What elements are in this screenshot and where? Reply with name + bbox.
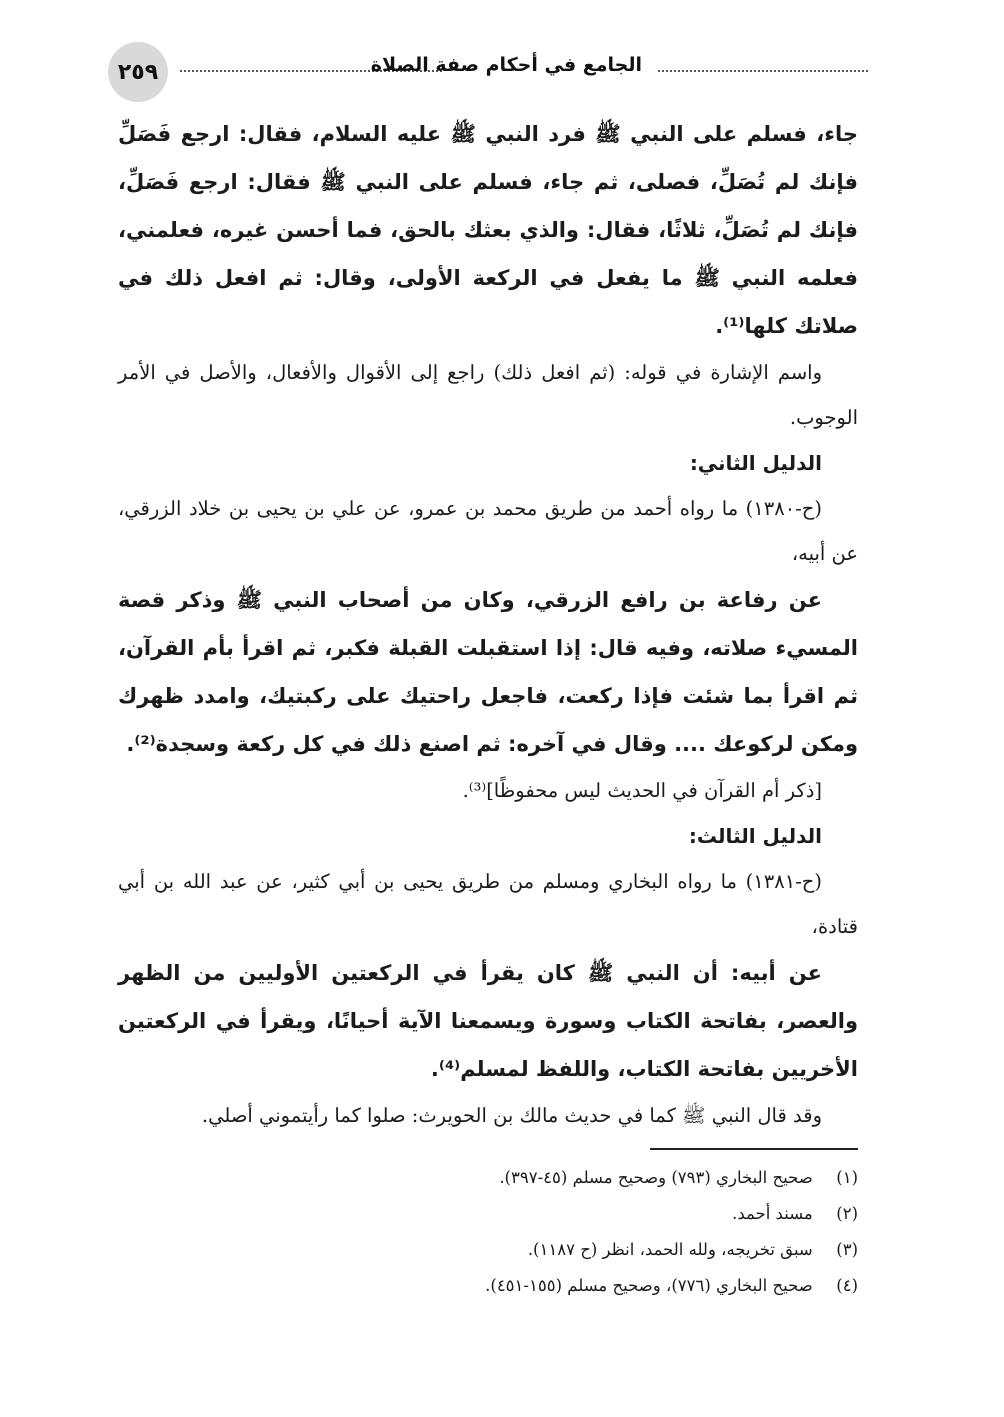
running-title: الجامع في أحكام صفة الصلاة bbox=[370, 54, 642, 76]
footnote-item bbox=[118, 1268, 858, 1304]
header-divider-right bbox=[658, 70, 868, 72]
section-heading-third-evidence: الدليل الثالث: bbox=[688, 824, 822, 848]
footnote-item bbox=[118, 1232, 858, 1268]
footnote-item bbox=[118, 1160, 858, 1196]
footnote-number: (٣) bbox=[836, 1240, 858, 1259]
footnote-item bbox=[118, 1196, 858, 1232]
isnad-paragraph-1380: (ح-١٣٨٠) ما رواه أحمد من طريق محمد بن عمرو، عن علي بن يحيى بن خلاد الزرقي، عن أبيه، bbox=[118, 497, 858, 565]
commentary-paragraph-2: [ذكر أم القرآن في الحديث ليس محفوظًا]⁽³⁾. bbox=[462, 779, 822, 802]
page-number: ٢٥٩ bbox=[108, 42, 168, 102]
commentary-paragraph-1: واسم الإشارة في قوله: (ثم افعل ذلك) راجع إلى الأقوال والأفعال، والأصل في الأمر الوجوب. bbox=[118, 361, 858, 429]
commentary-paragraph-3: وقد قال النبي ﷺ كما في حديث مالك بن الحويرث: صلوا كما رأيتموني أصلي. bbox=[201, 1104, 822, 1127]
isnad-paragraph-1381: (ح-١٣٨١) ما رواه البخاري ومسلم من طريق يحيى بن أبي كثير، عن عبد الله بن أبي قتادة، bbox=[118, 870, 858, 938]
footnote-number: (٤) bbox=[836, 1276, 858, 1295]
footnotes bbox=[118, 1160, 858, 1304]
hadith-text-2: عن رفاعة بن رافع الزرقي، وكان من أصحاب النبي ﷺ وذكر قصة المسيء صلاته، وفيه قال: إذا استقبلت القبلة فكبر، ثم اقرأ بأم القرآن، ثم اقرأ بما شئت فإذا ركعت، فاجعل راحتيك على ركبتيك، وامدد ظهرك ومكن لركوعك .... وقال في آخره: ثم اصنع ذلك في كل ركعة وسجدة⁽²⁾. bbox=[118, 588, 858, 756]
footnote-separator bbox=[650, 1148, 858, 1150]
footnote-text: صحيح البخاري (٧٩٣) وصحيح مسلم (٤٥-٣٩٧). bbox=[499, 1168, 813, 1187]
main-text bbox=[118, 110, 858, 1138]
footnote-text: سبق تخريجه، ولله الحمد، انظر (ح ١١٨٧). bbox=[527, 1240, 813, 1259]
hadith-text-1: جاء، فسلم على النبي ﷺ فرد النبي ﷺ عليه السلام، فقال: ارجع فَصَلِّ فإنك لم تُصَلِّ، فصلى، ثم جاء، فسلم على النبي ﷺ فقال: ارجع فَصَلِّ، فإنك لم تُصَلِّ، ثلاثًا، فقال: والذي بعثك بالحق، فما أحسن غيره، فعلمني، فعلمه النبي ﷺ ما يفعل في الركعة الأولى، وقال: ثم افعل ذلك في صلاتك كلها⁽¹⁾. bbox=[118, 122, 858, 338]
hadith-text-3: عن أبيه: أن النبي ﷺ كان يقرأ في الركعتين الأوليين من الظهر والعصر، بفاتحة الكتاب وسورة ويسمعنا الآية أحيانًا، ويقرأ في الركعتين الأخريين بفاتحة الكتاب، واللفظ لمسلم⁽⁴⁾. bbox=[118, 961, 858, 1081]
footnote-number: (٢) bbox=[836, 1204, 858, 1223]
section-heading-second-evidence: الدليل الثاني: bbox=[689, 451, 822, 475]
page-header bbox=[108, 42, 868, 102]
footnote-text: مسند أحمد. bbox=[732, 1204, 813, 1223]
footnote-number: (١) bbox=[836, 1168, 858, 1187]
footnote-text: صحيح البخاري (٧٧٦)، وصحيح مسلم (١٥٥-٤٥١). bbox=[485, 1276, 813, 1295]
